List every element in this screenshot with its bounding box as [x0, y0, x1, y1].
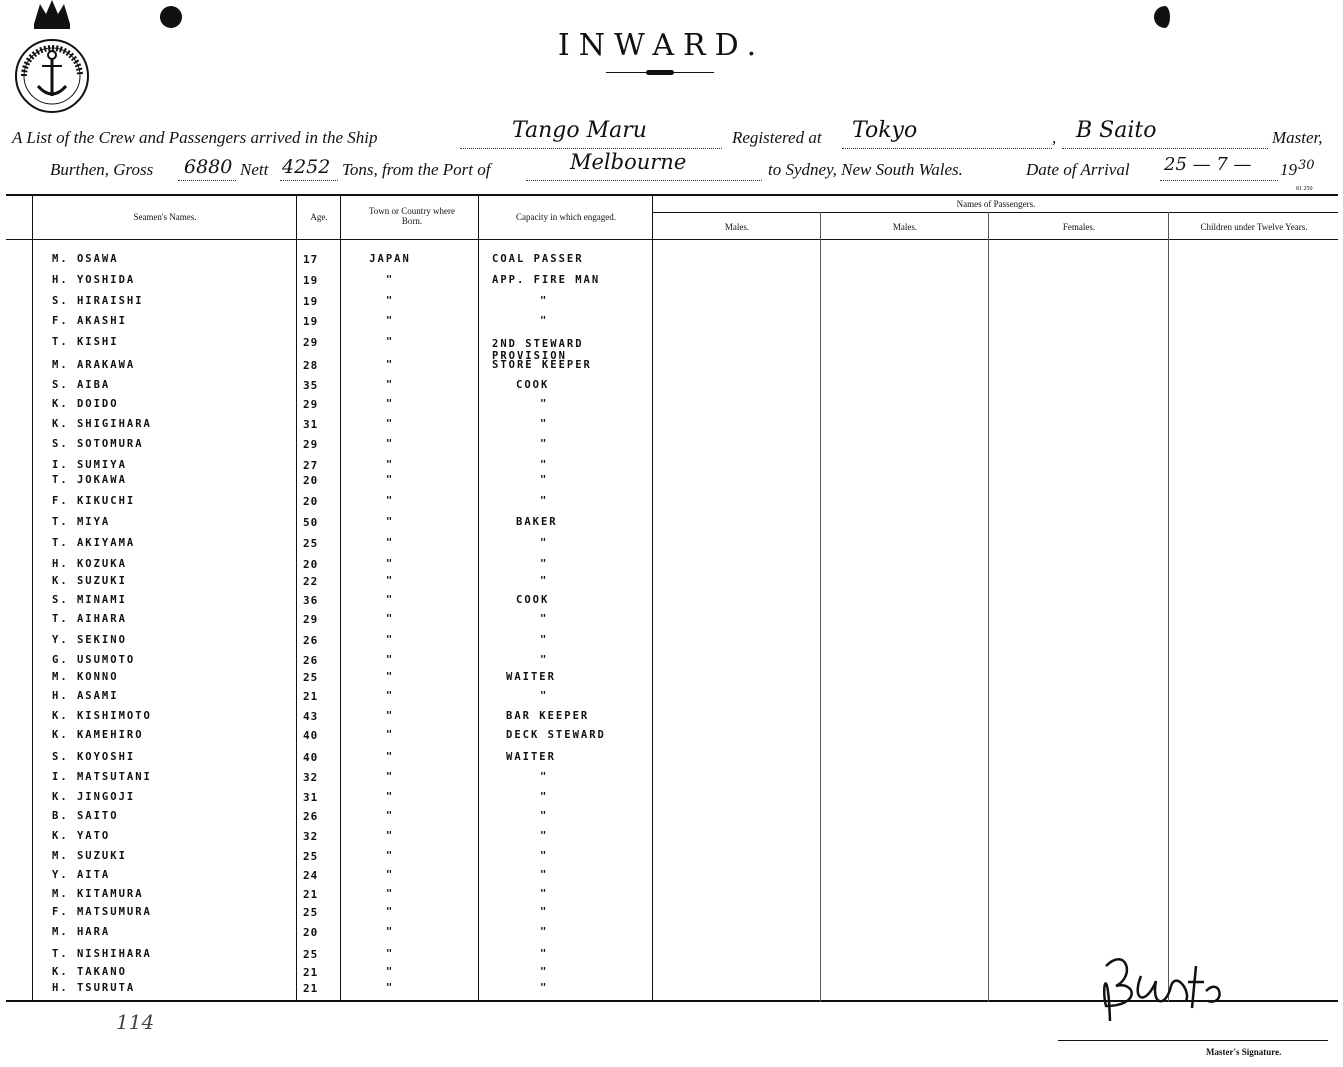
table-row [0, 830, 1343, 844]
seaman-name: M. SUZUKI [52, 850, 127, 862]
seaman-name: K. JINGOJI [52, 791, 136, 803]
table-row [0, 274, 1343, 288]
capacity: " [540, 634, 549, 646]
seaman-age: 25 [303, 671, 319, 684]
comma: , [1052, 128, 1057, 147]
seaman-name: T. NISHIHARA [52, 948, 152, 960]
seaman-name: H. YOSHIDA [52, 274, 136, 286]
birthplace: " [385, 359, 395, 371]
seaman-age: 17 [303, 253, 319, 266]
seaman-age: 21 [303, 690, 319, 703]
seaman-name: H. TSURUTA [52, 982, 136, 994]
table-row [0, 690, 1343, 704]
seaman-name: T. MIYA [52, 516, 111, 528]
capacity: " [540, 771, 549, 783]
seaman-name: K. TAKANO [52, 966, 127, 978]
birthplace: " [385, 398, 395, 410]
capacity: " [540, 495, 549, 507]
table-row [0, 537, 1343, 551]
header-age: Age. [310, 212, 328, 222]
birthplace: " [385, 966, 395, 978]
seaman-age: 29 [303, 336, 319, 349]
birthplace: " [385, 459, 395, 471]
seaman-age: 19 [303, 274, 319, 287]
arrival-date: 25 — 7 — [1164, 154, 1252, 175]
birthplace: " [385, 613, 395, 625]
seaman-age: 43 [303, 710, 319, 723]
capacity: WAITER [506, 671, 556, 683]
capacity: " [540, 654, 549, 666]
capacity: 2ND STEWARD PROVISION [492, 338, 584, 362]
birthplace: " [385, 751, 395, 763]
table-row [0, 398, 1343, 412]
seaman-name: S. MINAMI [52, 594, 127, 606]
seaman-age: 35 [303, 379, 319, 392]
table-row [0, 926, 1343, 940]
seaman-name: F. KIKUCHI [52, 495, 136, 507]
header-passengers: Names of Passengers. [956, 199, 1036, 209]
page-title: INWARD. [557, 28, 766, 63]
seaman-name: M. ARAKAWA [52, 359, 136, 371]
capacity: " [540, 575, 549, 587]
seaman-age: 36 [303, 594, 319, 607]
table-row [0, 359, 1343, 373]
seaman-age: 19 [303, 315, 319, 328]
table-row [0, 906, 1343, 920]
birthplace: " [385, 869, 395, 881]
seaman-name: F. AKASHI [52, 315, 127, 327]
seaman-age: 19 [303, 295, 319, 308]
birthplace: " [385, 926, 395, 938]
table-header-rule [6, 239, 1338, 240]
punch-hole-left [160, 6, 182, 28]
capacity: " [540, 613, 549, 625]
capacity: " [540, 690, 549, 702]
seaman-name: T. KISHI [52, 336, 119, 348]
seaman-name: M. KITAMURA [52, 888, 144, 900]
capacity: " [540, 906, 549, 918]
birthplace: " [385, 671, 395, 683]
seaman-name: S. AIBA [52, 379, 111, 391]
capacity: STORE KEEPER [492, 359, 592, 371]
seaman-age: 25 [303, 948, 319, 961]
table-row [0, 558, 1343, 572]
ship-name: Tango Maru [512, 118, 647, 143]
seaman-age: 26 [303, 634, 319, 647]
registered-port: Tokyo [852, 118, 918, 143]
seaman-name: G. USUMOTO [52, 654, 136, 666]
seaman-age: 26 [303, 810, 319, 823]
birthplace: " [385, 594, 395, 606]
seaman-name: M. HARA [52, 926, 111, 938]
seaman-age: 25 [303, 906, 319, 919]
header-children: Children under Twelve Years. [1200, 222, 1308, 232]
seaman-age: 21 [303, 888, 319, 901]
birthplace: " [385, 729, 395, 741]
header-males-1: Males. [724, 222, 750, 232]
birthplace: " [385, 690, 395, 702]
seaman-name: S. KOYOSHI [52, 751, 136, 763]
seaman-name: H. ASAMI [52, 690, 119, 702]
birthplace: " [385, 948, 395, 960]
seaman-age: 50 [303, 516, 319, 529]
seaman-age: 29 [303, 398, 319, 411]
header-capacity: Capacity in which engaged. [516, 212, 616, 222]
table-row [0, 379, 1343, 393]
table-row [0, 575, 1343, 589]
capacity: " [540, 558, 549, 570]
punch-hole-right [1154, 6, 1176, 28]
master-name: B Saito [1076, 118, 1157, 143]
table-row [0, 336, 1343, 362]
signature-label: Master's Signature. [1206, 1047, 1282, 1057]
table-row [0, 315, 1343, 329]
table-row [0, 474, 1343, 488]
seaman-name: K. DOIDO [52, 398, 119, 410]
capacity: " [540, 869, 549, 881]
capacity: " [540, 810, 549, 822]
table-row [0, 791, 1343, 805]
seaman-name: B. SAITO [52, 810, 119, 822]
seaman-name: H. KOZUKA [52, 558, 127, 570]
table-row [0, 418, 1343, 432]
destination-label: to Sydney, New South Wales. [768, 160, 963, 179]
seaman-age: 31 [303, 418, 319, 431]
table-row [0, 459, 1343, 473]
birthplace: " [385, 575, 395, 587]
table-row [0, 710, 1343, 724]
seaman-name: K. SHIGIHARA [52, 418, 152, 430]
seaman-name: Y. AITA [52, 869, 111, 881]
table-row [0, 751, 1343, 765]
table-row [0, 850, 1343, 864]
header-town: Town or Country where Born. [368, 206, 456, 226]
capacity: " [540, 888, 549, 900]
registered-label: Registered at [732, 128, 822, 147]
birthplace: " [385, 791, 395, 803]
birthplace: " [385, 274, 395, 286]
gross-tons: 6880 [184, 156, 233, 178]
seaman-name: K. YATO [52, 830, 111, 842]
capacity: DECK STEWARD [506, 729, 606, 741]
table-row [0, 438, 1343, 452]
seaman-name: T. AKIYAMA [52, 537, 136, 549]
table-top-rule [6, 194, 1338, 196]
birthplace: " [385, 830, 395, 842]
nett-label: Nett [240, 160, 269, 179]
table-row [0, 654, 1343, 668]
capacity: " [540, 850, 549, 862]
capacity: COOK [516, 379, 550, 391]
birthplace: " [385, 516, 395, 528]
arrival-label: Date of Arrival [1026, 160, 1130, 179]
form-code: 81 250 [1296, 186, 1313, 192]
table-row [0, 634, 1343, 648]
seaman-name: I. SUMIYA [52, 459, 127, 471]
seaman-age: 20 [303, 558, 319, 571]
table-row [0, 495, 1343, 509]
header-seamen-names: Seamen's Names. [133, 212, 197, 222]
birthplace: " [385, 495, 395, 507]
seaman-name: K. KAMEHIRO [52, 729, 144, 741]
seaman-name: K. SUZUKI [52, 575, 127, 587]
table-row [0, 771, 1343, 785]
birthplace: " [385, 850, 395, 862]
table-row [0, 869, 1343, 883]
table-row [0, 671, 1343, 685]
seaman-age: 26 [303, 654, 319, 667]
header-males-2: Males. [892, 222, 918, 232]
master-label: Master, [1272, 128, 1323, 147]
seaman-name: Y. SEKINO [52, 634, 127, 646]
capacity: " [540, 398, 549, 410]
capacity: " [540, 459, 549, 471]
seaman-age: 31 [303, 791, 319, 804]
birthplace: JAPAN [369, 253, 411, 265]
capacity: " [540, 315, 549, 327]
table-row [0, 810, 1343, 824]
capacity: " [540, 537, 549, 549]
seaman-name: M. KONNO [52, 671, 119, 683]
capacity: " [540, 418, 549, 430]
birthplace: " [385, 418, 395, 430]
birthplace: " [385, 295, 395, 307]
capacity: " [540, 830, 549, 842]
seaman-age: 29 [303, 613, 319, 626]
seaman-age: 27 [303, 459, 319, 472]
title-ornament [646, 70, 674, 75]
seaman-age: 40 [303, 751, 319, 764]
birthplace: " [385, 906, 395, 918]
seaman-name: I. MATSUTANI [52, 771, 152, 783]
seaman-age: 21 [303, 966, 319, 979]
departure-port: Melbourne [570, 150, 687, 174]
table-row [0, 516, 1343, 530]
seaman-name: F. MATSUMURA [52, 906, 152, 918]
table-row [0, 888, 1343, 902]
capacity: APP. FIRE MAN [492, 274, 601, 286]
capacity: " [540, 982, 549, 994]
capacity: " [540, 295, 549, 307]
signature-line [1058, 1040, 1328, 1041]
birthplace: " [385, 379, 395, 391]
table-row [0, 613, 1343, 627]
birthplace: " [385, 336, 395, 348]
capacity: " [540, 926, 549, 938]
seaman-age: 20 [303, 926, 319, 939]
seaman-name: S. HIRAISHI [52, 295, 144, 307]
capacity: " [540, 791, 549, 803]
seaman-name: S. SOTOMURA [52, 438, 144, 450]
capacity: COOK [516, 594, 550, 606]
seaman-age: 25 [303, 537, 319, 550]
capacity: BAR KEEPER [506, 710, 590, 722]
birthplace: " [385, 315, 395, 327]
seaman-name: T. JOKAWA [52, 474, 127, 486]
seaman-age: 32 [303, 771, 319, 784]
seaman-age: 22 [303, 575, 319, 588]
birthplace: " [385, 982, 395, 994]
birthplace: " [385, 634, 395, 646]
seaman-name: K. KISHIMOTO [52, 710, 152, 722]
nett-tons: 4252 [282, 156, 331, 178]
capacity: " [540, 966, 549, 978]
seaman-age: 20 [303, 474, 319, 487]
birthplace: " [385, 771, 395, 783]
seaman-age: 40 [303, 729, 319, 742]
table-row [0, 594, 1343, 608]
table-row [0, 253, 1343, 267]
capacity: COAL PASSER [492, 253, 584, 265]
tons-from-label: Tons, from the Port of [342, 160, 491, 179]
table-row [0, 729, 1343, 743]
passenger-subheader-rule [652, 212, 1338, 213]
birthplace: " [385, 888, 395, 900]
header-females: Females. [1062, 222, 1096, 232]
birthplace: " [385, 438, 395, 450]
seaman-age: 24 [303, 869, 319, 882]
master-signature [1096, 946, 1256, 1026]
seaman-age: 25 [303, 850, 319, 863]
list-lead-label: A List of the Crew and Passengers arrived in the Ship [12, 128, 378, 147]
seaman-age: 21 [303, 982, 319, 995]
table-row [0, 295, 1343, 309]
capacity: BAKER [516, 516, 558, 528]
burthen-label: Burthen, Gross [50, 160, 154, 179]
seaman-age: 29 [303, 438, 319, 451]
seaman-name: M. OSAWA [52, 253, 119, 265]
birthplace: " [385, 558, 395, 570]
birthplace: " [385, 537, 395, 549]
birthplace: " [385, 710, 395, 722]
capacity: " [540, 474, 549, 486]
seaman-age: 28 [303, 359, 319, 372]
birthplace: " [385, 810, 395, 822]
seaman-name: T. AIHARA [52, 613, 127, 625]
seaman-age: 32 [303, 830, 319, 843]
birthplace: " [385, 654, 395, 666]
seaman-age: 20 [303, 495, 319, 508]
pencil-folio-note: 114 [116, 1010, 155, 1034]
capacity: WAITER [506, 751, 556, 763]
birthplace: " [385, 474, 395, 486]
capacity: " [540, 948, 549, 960]
handwritten-signature-icon [1096, 946, 1256, 1026]
year-prefix: 19 [1280, 160, 1297, 179]
capacity: " [540, 438, 549, 450]
year-suffix: 30 [1298, 158, 1315, 173]
